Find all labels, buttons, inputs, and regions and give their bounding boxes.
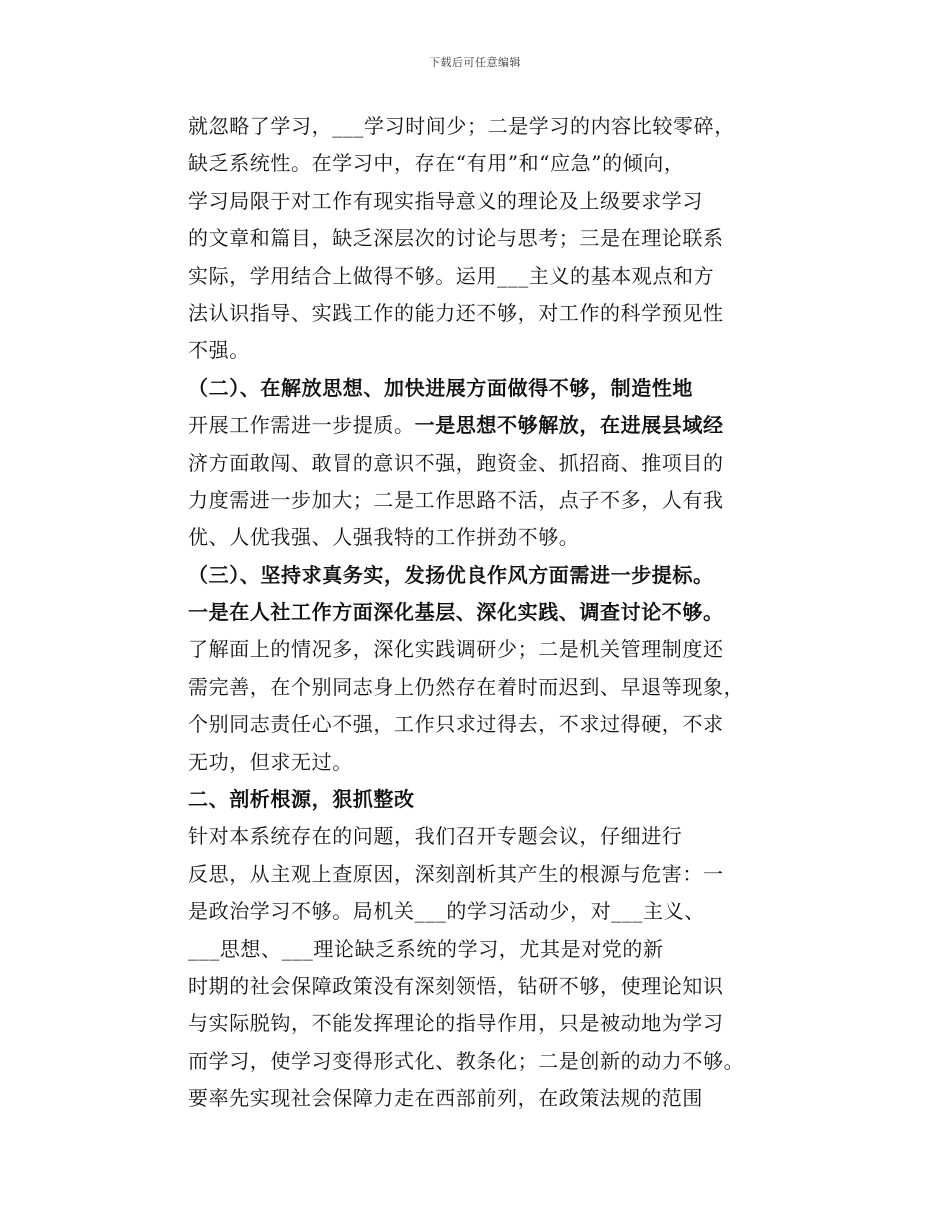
text-segment: 要率先实现社会保障力走在西部前列，在政策法规的范围 [188, 1086, 703, 1111]
text-segment: 不强。 [188, 338, 250, 363]
text-segment: 针对本系统存在的问题，我们召开专题会议，仔细进行 [188, 824, 683, 849]
text-segment: 时期的社会保障政策没有深刻领悟，钻研不够，使理论知识 [188, 973, 724, 998]
text-segment: 而学习，使学习变得形式化、教条化；二是创新的动力不够。 [188, 1048, 745, 1073]
text-line [188, 482, 778, 519]
text-segment: 优、人优我强、人强我特的工作拼劲不够。 [188, 525, 580, 550]
text-segment: 力度需进一步加大；二是工作思路不活，点子不多，人有我 [188, 487, 724, 512]
text-segment: 法认识指导、实践工作的能力还不够，对工作的科学预见性 [188, 300, 724, 325]
text-line [188, 295, 778, 332]
text-segment: 个别同志责任心不强，工作只求过得去，不求过得硬，不求 [188, 712, 724, 737]
text-segment: 开展工作需进一步提质。 [188, 413, 415, 438]
text-line [188, 893, 778, 930]
text-line [188, 332, 778, 369]
text-line [188, 968, 778, 1005]
text-line [188, 183, 778, 220]
text-segment: 需完善，在个别同志身上仍然存在着时而迟到、早退等现象， [188, 674, 745, 699]
text-segment: 缺乏系统性。在学习中，存在“有用”和“应急”的倾向， [188, 151, 685, 176]
bold-text-segment: 一是在人社工作方面深化基层、深化实践、调查讨论不够。 [188, 600, 724, 625]
text-line [188, 519, 778, 556]
text-segment: 与实际脱钩，不能发挥理论的指导作用，只是被动地为学习 [188, 1011, 724, 1036]
text-line [188, 108, 778, 145]
text-line [188, 594, 778, 631]
text-line [188, 706, 778, 743]
text-segment: 了解面上的情况多，深化实践调研少；二是机关管理制度还 [188, 637, 724, 662]
text-line [188, 220, 778, 257]
text-line [188, 856, 778, 893]
text-line [188, 1005, 778, 1042]
bold-text-segment: （三）、坚持求真务实，发扬优良作风方面需进一步提标。 [188, 562, 714, 587]
text-line [188, 631, 778, 668]
text-line [188, 370, 778, 407]
text-line [188, 145, 778, 182]
text-line [188, 445, 778, 482]
text-segment: 实际，学用结合上做得不够。运用___主义的基本观点和方 [188, 263, 715, 288]
text-segment: 是政治学习不够。局机关___的学习活动少，对___主义、 [188, 899, 705, 924]
text-line [188, 557, 778, 594]
text-line [188, 669, 778, 706]
bold-text-segment: 一是思想不够解放，在进展县域经 [414, 413, 724, 438]
text-line [188, 781, 778, 818]
text-segment: 济方面敢闯、敢冒的意识不强，跑资金、抓招商、推项目的 [188, 450, 724, 475]
document-body [188, 108, 778, 1118]
page-header: 下载后可任意编辑 [429, 56, 521, 69]
text-line [188, 1043, 778, 1080]
text-line [188, 407, 778, 444]
text-line [188, 744, 778, 781]
text-line [188, 1080, 778, 1117]
text-line [188, 818, 778, 855]
bold-text-segment: （二）、在解放思想、加快进展方面做得不够，制造性地 [188, 375, 693, 400]
text-line [188, 258, 778, 295]
text-segment: 反思，从主观上查原因，深刻剖析其产生的根源与危害：一 [188, 861, 724, 886]
text-segment: 就忽略了学习，___学习时间少；二是学习的内容比较零碎， [188, 114, 735, 138]
bold-text-segment: 二、剖析根源，狠抓整改 [188, 787, 415, 812]
text-segment: 无功，但求无过。 [188, 749, 353, 774]
text-segment: ___思想、___理论缺乏系统的学习，尤其是对党的新 [188, 936, 664, 961]
text-line [188, 931, 778, 968]
text-segment: 的文章和篇目，缺乏深层次的讨论与思考；三是在理论联系 [188, 226, 724, 251]
text-segment: 学习局限于对工作有现实指导意义的理论及上级要求学习 [188, 188, 703, 213]
